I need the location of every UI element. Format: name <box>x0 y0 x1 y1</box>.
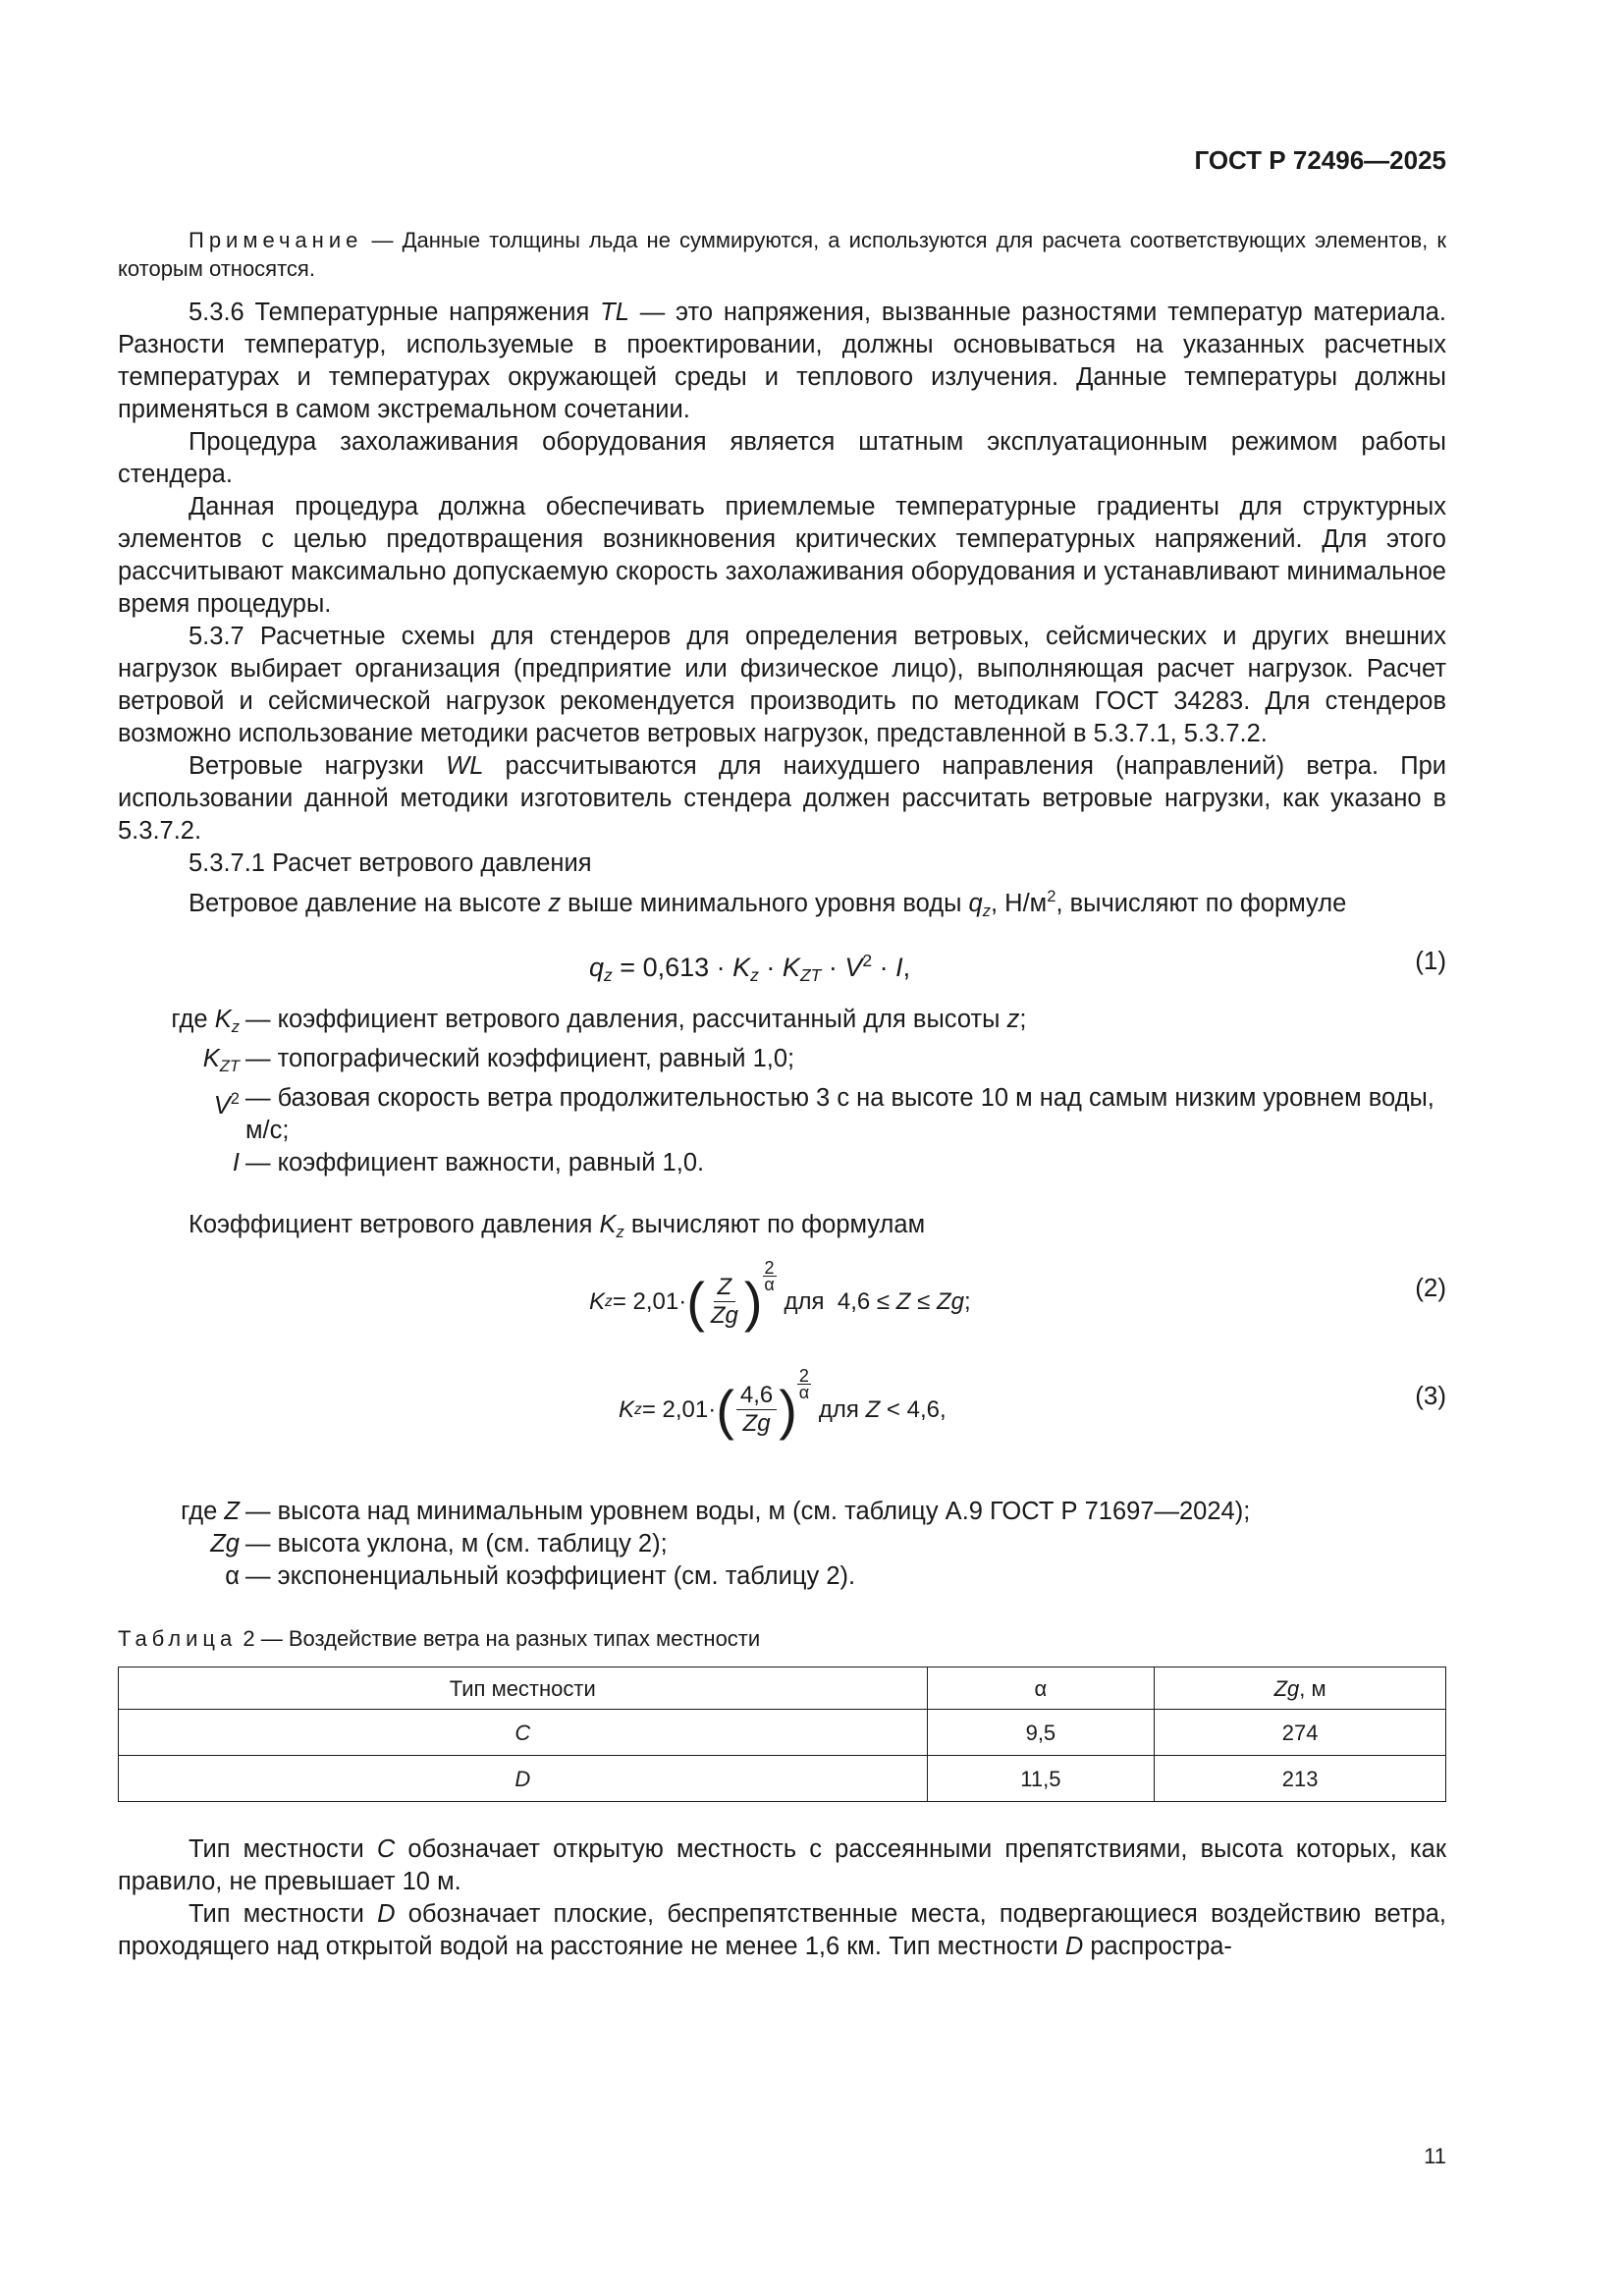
p-press-b: выше минимального уровня воды <box>561 890 969 917</box>
eq3-cond: для <box>818 1396 866 1423</box>
where1-row-3 <box>118 1147 1446 1179</box>
eq2-exponent <box>763 1260 777 1292</box>
eq2-end: ; <box>963 1288 971 1315</box>
eq1-I: I <box>895 953 903 982</box>
eq1-end: , <box>902 953 911 982</box>
note-paragraph <box>118 226 1446 283</box>
eq1-Ksub: z <box>750 965 759 985</box>
where2-row-0 <box>118 1496 1446 1528</box>
paragraph-kz <box>118 1209 1446 1248</box>
eq3-den: Zg <box>742 1410 771 1437</box>
eq2-exp-d: α <box>764 1275 775 1294</box>
p-press-a: Ветровое давление на высоте <box>189 890 549 917</box>
paragraph-5-3-7-1: 5.3.7.1 Расчет ветрового давления <box>189 849 592 877</box>
paragraph-5-3-6 <box>118 297 1446 426</box>
table-2-caption-text: 2 — Воздействие ветра на разных типах местности <box>237 1626 761 1651</box>
eq3-cz: Z <box>865 1396 881 1423</box>
where1-text-2: — базовая скорость ветра продолжительностью 3 с на высоте 10 м над самым низким уровнем воды, м/с; <box>245 1084 1434 1144</box>
where2-text-2: — экспоненциальный коэффициент (см. таблицу 2). <box>245 1562 856 1590</box>
where2-row-2 <box>118 1560 1446 1593</box>
where1-sym-2 <box>118 1082 245 1147</box>
equation-1-formula <box>589 945 910 992</box>
where1-sym-1 <box>118 1043 245 1082</box>
where1-sup-2: 2 <box>230 1089 240 1108</box>
paragraph-5-3-7: 5.3.7 Расчетные схемы для стендеров для определения ветровых, сейсмических и других внешних нагрузок выбирает организация (предприятие или физическое лицо), выполняющая расчет нагрузок. Расчет ветровой и сейсмической нагрузок рекомендуется производить по методикам ГОСТ 34283. Для стендеров возможно использование методики расчетов ветровых нагрузок, представленной в 5.3.7.1, 5.3.7.2. <box>118 623 1446 747</box>
p-typed-sym: D <box>377 1900 396 1928</box>
eq3-sub: z <box>634 1401 642 1418</box>
eq3-exp-d: α <box>798 1383 810 1402</box>
p-wind-text-a: Ветровые нагрузки <box>189 752 447 780</box>
eq1-dot1: · <box>758 953 783 982</box>
where1-sym-3 <box>118 1147 245 1179</box>
eq3-left-paren: ( <box>716 1378 734 1441</box>
eq3-num: 4,6 <box>736 1382 777 1410</box>
table-2-header-alpha: α <box>927 1667 1155 1710</box>
p-press-z: z <box>548 890 562 917</box>
eq1-Vsup: 2 <box>862 951 873 970</box>
eq1-K: K <box>732 953 751 982</box>
where2-pre-0: где <box>181 1498 225 1525</box>
where2-sym-0 <box>118 1496 245 1528</box>
where1-tail-0: ; <box>1019 1006 1027 1033</box>
table-2-header-zg-sym: Zg <box>1273 1675 1300 1701</box>
where1-symbol-1: K <box>202 1045 220 1072</box>
where1-pre-0: где <box>171 1006 215 1033</box>
where1-row-1 <box>118 1043 1446 1082</box>
p-press-c: , Н/м <box>991 890 1048 917</box>
p-kz-K: K <box>599 1211 617 1238</box>
where2-sym-2 <box>118 1560 245 1593</box>
p-kz-b: вычисляют по формулам <box>623 1211 926 1238</box>
where1-sub-1: ZT <box>219 1057 240 1075</box>
eq2-fraction <box>707 1274 742 1330</box>
eq1-dot3: · <box>872 953 896 982</box>
p-kz-a: Коэффициент ветрового давления <box>189 1211 600 1238</box>
p-typec-sym: C <box>376 1835 396 1863</box>
where1-txt-0 <box>245 1004 1446 1043</box>
where1-text-1: — топографический коэффициент, равный 1,0; <box>245 1045 795 1072</box>
where1-text-3: — коэффициент важности, равный 1,0. <box>245 1149 705 1176</box>
table-2 <box>118 1667 1446 1802</box>
eq3-lt: < 4,6, <box>880 1396 947 1423</box>
where2-symbol-2: α <box>225 1562 240 1590</box>
p-typed-a: Тип местности <box>189 1900 378 1928</box>
eq2-sub: z <box>605 1293 613 1310</box>
eq3-eq: = 2,01· <box>641 1396 717 1423</box>
where2-symbol-0: Z <box>224 1498 240 1525</box>
p-typec-b: обозначает открытую местность с рассеянными препятствиями, высота которых, как правило, не превышает 10 м. <box>118 1835 1446 1895</box>
note-label: Примечание <box>189 228 363 252</box>
table-row <box>119 1756 1446 1802</box>
p-press-sup: 2 <box>1047 887 1056 905</box>
eq1-dot2: · <box>821 953 845 982</box>
paragraph-wind-pressure <box>118 880 1446 927</box>
p-kz-sub: z <box>616 1223 624 1241</box>
paragraph-type-d <box>118 1898 1446 1963</box>
note-text: — Данные толщины льда не суммируются, а используются для расчета соответствующих элементов, к которым относятся. <box>118 228 1446 281</box>
paragraph-type-c <box>118 1833 1446 1898</box>
eq2-cz: Z <box>895 1288 911 1315</box>
table-row <box>119 1710 1446 1756</box>
where1-symbol-3: I <box>232 1149 240 1176</box>
where-list-2 <box>118 1496 1446 1593</box>
table-2-label: Таблица <box>118 1626 238 1651</box>
table-2-header-zg-unit: , м <box>1299 1675 1326 1701</box>
where1-sym-0 <box>118 1004 245 1043</box>
table-cell: 11,5 <box>927 1756 1155 1802</box>
table-2-header-terrain: Тип местности <box>119 1667 928 1710</box>
equation-3-formula <box>619 1366 947 1441</box>
p536-symbol: TL <box>600 299 629 326</box>
table-cell-terrain-d: D <box>514 1766 531 1791</box>
p536-text-b: — это напряжения, вызванные разностями температур материала. Разности температур, используемые в проектировании, должны основываться на указанных расчетных температурах и температурах окружающей среды и теплового излучения. Данные температуры должны применяться в самом экстремальном сочетании. <box>118 299 1447 423</box>
table-cell <box>119 1710 928 1756</box>
page-number: 11 <box>1424 2144 1446 2168</box>
p-wind-symbol: WL <box>446 752 484 780</box>
eq3-right-paren: ) <box>779 1378 797 1441</box>
table-cell: 9,5 <box>927 1710 1155 1756</box>
table-cell <box>119 1756 928 1802</box>
where1-row-0 <box>118 1004 1446 1043</box>
where2-sym-1 <box>118 1528 245 1560</box>
eq2-left-paren: ( <box>686 1270 705 1333</box>
document-body <box>118 226 1446 1963</box>
equation-1-number: (1) <box>1415 946 1446 975</box>
eq1-K2sub: ZT <box>799 965 822 985</box>
eq3-fraction <box>736 1382 777 1438</box>
where1-symbol-2: V <box>213 1092 231 1120</box>
eq2-cond: для 4,6 ≤ <box>784 1288 896 1315</box>
eq2-num: Z <box>714 1274 736 1302</box>
eq2-czg: Zg <box>936 1288 964 1315</box>
equation-3-number: (3) <box>1415 1381 1446 1410</box>
p-press-qsub: z <box>982 902 992 920</box>
paragraph-cooldown-1: Процедура захолаживания оборудования является штатным эксплуатационным режимом работы стендера. <box>118 428 1446 488</box>
where1-text-0: — коэффициент ветрового давления, рассчитанный для высоты <box>245 1006 1007 1033</box>
where1-symbol-0: K <box>214 1006 232 1033</box>
p-wind-text-b: рассчитываются для наихудшего направления (направлений) ветра. При использовании данной методики изготовитель стендера должен рассчитать ветровые нагрузки, как указано в 5.3.7.2. <box>118 752 1446 845</box>
eq1-q: q <box>589 953 605 982</box>
table-2-header-zg <box>1155 1667 1446 1710</box>
eq3-exp-n: 2 <box>798 1366 809 1386</box>
p-press-d: , вычисляют по формуле <box>1055 890 1347 917</box>
where-list-1 <box>118 1004 1446 1179</box>
eq2-K: K <box>589 1288 606 1315</box>
table-cell: 213 <box>1155 1756 1446 1802</box>
eq2-right-paren: ) <box>743 1270 763 1333</box>
eq2-exp-n: 2 <box>764 1258 775 1278</box>
eq3-K: K <box>619 1396 635 1423</box>
equation-1 <box>118 937 1446 998</box>
paragraph-wind-loads <box>118 750 1446 847</box>
p-typec-a: Тип местности <box>189 1835 377 1863</box>
where2-text-0: — высота над минимальным уровнем воды, м (см. таблицу А.9 ГОСТ Р 71697—2024); <box>245 1498 1251 1525</box>
equation-3 <box>118 1366 1446 1480</box>
p536-text-a: 5.3.6 Температурные напряжения <box>189 299 601 326</box>
table-2-caption <box>118 1622 1446 1655</box>
equation-2-formula <box>589 1258 971 1333</box>
p-typed-sym2: D <box>1064 1933 1084 1960</box>
p-typed-c: распростра- <box>1083 1933 1232 1960</box>
table-cell: 274 <box>1155 1710 1446 1756</box>
eq3-exponent <box>797 1368 811 1400</box>
eq1-V: V <box>844 953 863 982</box>
p-press-q: q <box>968 890 983 917</box>
document-header-id: ГОСТ Р 72496—2025 <box>1194 145 1446 175</box>
where2-row-1 <box>118 1528 1446 1560</box>
where2-symbol-1: Zg <box>210 1530 240 1558</box>
where1-row-2 <box>118 1082 1446 1147</box>
eq1-K2: K <box>782 953 800 982</box>
eq1-coef: = 0,613 · <box>612 953 733 982</box>
equation-2-number: (2) <box>1415 1273 1446 1302</box>
table-cell-terrain-c: C <box>514 1720 531 1745</box>
eq2-le: ≤ <box>910 1288 937 1315</box>
equation-2 <box>118 1258 1446 1372</box>
where1-tail-i-0: z <box>1006 1006 1020 1033</box>
eq2-eq: = 2,01· <box>612 1288 687 1315</box>
eq1-qsub: z <box>604 965 613 985</box>
p-typed-b: обозначает плоские, беспрепятственные места, подвергающиеся воздействию ветра, проходящего над открытой водой на расстояние не менее 1,6 км. Тип местности <box>118 1900 1447 1960</box>
eq2-den: Zg <box>710 1302 738 1329</box>
where1-sub-0: z <box>231 1017 240 1036</box>
where2-text-1: — высота уклона, м (см. таблицу 2); <box>245 1530 668 1558</box>
table-2-header-row <box>119 1667 1446 1710</box>
paragraph-cooldown-2: Данная процедура должна обеспечивать приемлемые температурные градиенты для структурных элементов с целью предотвращения возникновения критических температурных напряжений. Для этого рассчитывают максимально допускаемую скорость захолаживания оборудования и устанавливают минимальное время процедуры. <box>118 493 1446 618</box>
